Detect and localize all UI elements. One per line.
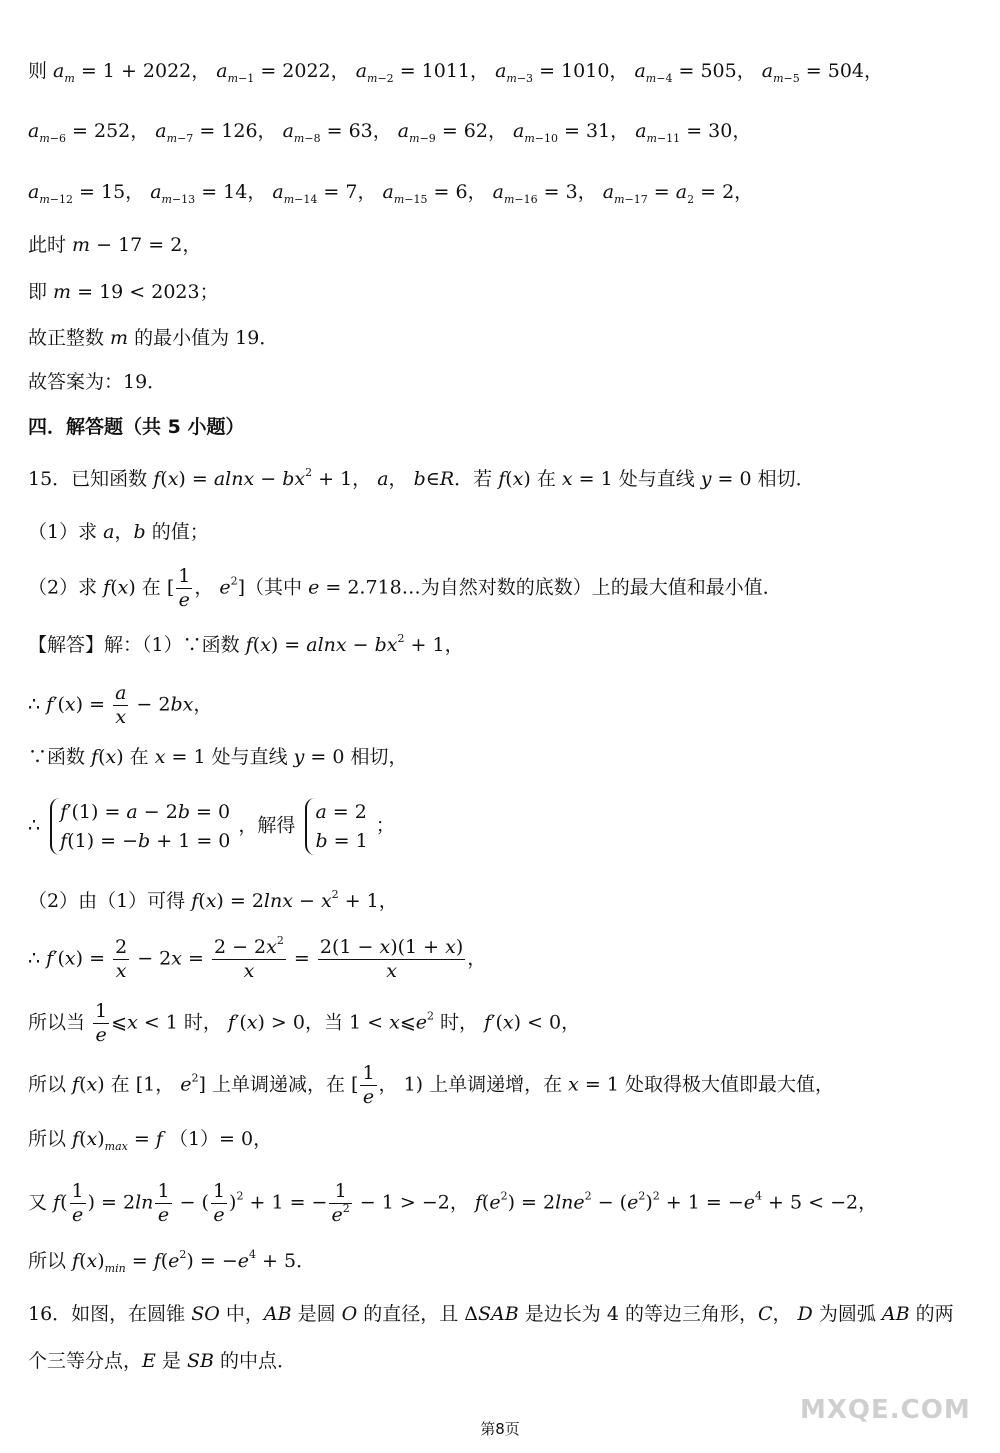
solution-line-7: 所以当 $\frac{1}{e}$ ⩽x < 1 时， f′(x) > 0，当 $1 < x⩽e^2$ 时， f′(x) < 0， xyxy=(28,1000,581,1046)
question-16-line-1: 16．如图，在圆锥 SO 中，AB 是圆 O 的直径，且 ΔSAB 是边长为 4 的等边三角形，C， D 为圆弧 AB 的两 xyxy=(28,1303,954,1325)
line-7: 故答案为：19． xyxy=(28,371,167,393)
solution-line-10: 又 f( $\frac{1}{e}$ ) = 2ln $\frac{1}{e}$ − ( $\frac{1}{e}$ )$^2$ + 1 = − $\frac{1}{e^2}$ − 1 > −2， $f(e^2) = 2\ln e^2 - (e^2)^2 + 1 = -e^4 + 5 < -2$， xyxy=(28,1180,878,1226)
solution-line-8: 所以 f(x) 在 [1， $e^2$] 上单调递减，在 [ $\frac{1}{e}$ ， 1) 上单调递增，在 x = 1 处取得极大值即最大值， xyxy=(28,1062,835,1108)
watermark: MXQE.COM xyxy=(800,1395,971,1425)
page-number: 第8页 xyxy=(480,1420,520,1438)
section-heading: 四．解答题（共 5 小题） xyxy=(28,416,245,438)
question-15-part-2: （2）求 f(x) 在 [ $\frac{1}{e}$ ， $e^2$]（其中 e = 2.718…为自然对数的底数）上的最大值和最小值． xyxy=(28,565,782,611)
solution-line-1: 【解答】解：（1）∵函数 $f(x) = alnx - bx^2 + 1$， xyxy=(28,632,464,656)
solution-line-2: ∴ f′(x) = $\frac{a}{x}$ − 2bx， xyxy=(28,682,213,728)
line-2: $a_{m-6} = 252$， $a_{m-7} = 126$， $a_{m-8} = 63$， $a_{m-9} = 62$， $a_{m-10} = 31$， $a_{m-11} = 30$， xyxy=(28,120,752,145)
solution-line-6: ∴ f′(x) = $\frac{2}{x}$ − 2x = $\frac{2 - 2x^2}{x}$ = $\frac{2(1 - x)(1 + x)}{x}$ ， xyxy=(28,934,487,982)
line-3: $a_{m-12} = 15$， $a_{m-13} = 14$， $a_{m-14} = 7$， $a_{m-15} = 6$， $a_{m-16} = 3$， $a_{m-17} = a_2 = 2$， xyxy=(28,181,754,206)
solution-line-5: （2）由（1）可得 $f(x) = 2\ln x - x^2 + 1$， xyxy=(28,888,398,912)
line-1: 则 $a_m = 1 + 2022$， $a_{m-1} = 2022$， $a_{m-2} = 1011$， $a_{m-3} = 1010$， $a_{m-4} = 505$， $a_{m-5} = 504$， xyxy=(28,60,884,85)
question-15: 15．已知函数 $f(x) = alnx - bx^2 + 1$， a， b∈R．若 f(x) 在 x = 1 处与直线 y = 0 相切． xyxy=(28,466,815,490)
solution-line-3: ∵函数 f(x) 在 x = 1 处与直线 y = 0 相切， xyxy=(28,746,408,768)
solution-line-4: ∴ f′(1) = a − 2b = 0 f(1) = −b + 1 = 0 ，解得 a = 2 b = 1 ； xyxy=(28,798,395,855)
question-15-part-1: （1）求 a，b 的值； xyxy=(28,521,209,543)
solution-line-9: 所以 $f(x)_{max} = f$ （1）= 0， xyxy=(28,1128,273,1153)
line-4: 此时 m − 17 = 2， xyxy=(28,234,202,256)
question-16-line-2: 个三等分点，E 是 SB 的中点． xyxy=(28,1350,297,1372)
solution-line-11: 所以 $f(x)_{min} = f(e^2) = -e^4 + 5$． xyxy=(28,1248,316,1275)
line-5: 即 m = 19 < 2023； xyxy=(28,281,219,303)
line-6: 故正整数 m 的最小值为 19． xyxy=(28,327,279,349)
